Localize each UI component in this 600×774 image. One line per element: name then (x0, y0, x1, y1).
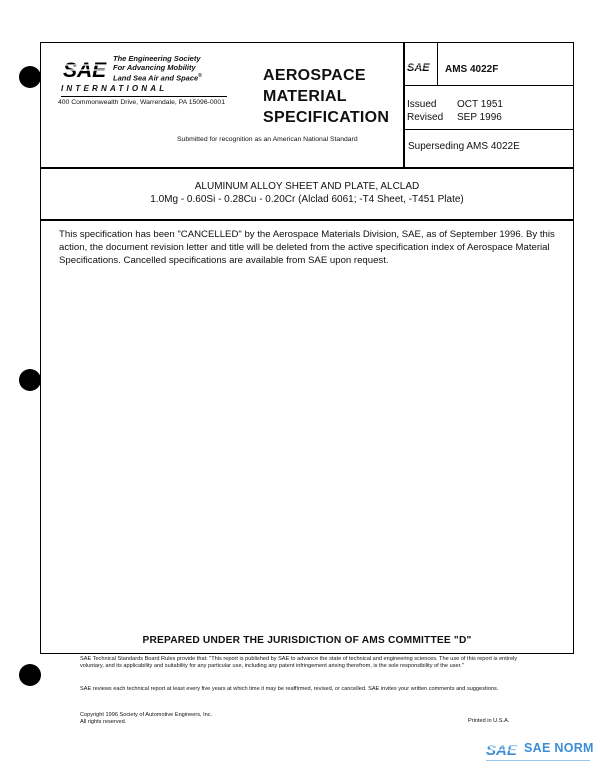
copyright: Copyright 1996 Society of Automotive Engineers, Inc. All rights reserved. (80, 712, 213, 725)
date-values: OCT 1951 SEP 1996 (457, 99, 503, 123)
cancellation-notice: This specification has been "CANCELLED" by the Aerospace Materials Division, SAE, as of September 1996. By this action, the document revision letter and title will be deleted from the active specification index of Aerospace Material Specifications. Cancelled specifications are available from SAE upon request. (59, 229, 555, 266)
document-title: ALUMINUM ALLOY SHEET AND PLATE, ALCLAD 1.0Mg - 0.60Si - 0.28Cu - 0.20Cr (Alclad 6061; -T4 Sheet, -T451 Plate) (150, 181, 464, 205)
divider (403, 129, 573, 130)
divider (41, 167, 573, 169)
watermark-text: SAE NORM (524, 741, 594, 755)
svg-text:SAE: SAE (486, 742, 517, 757)
svg-text:SAE: SAE (63, 59, 107, 81)
document-number: AMS 4022F (445, 64, 499, 75)
committee-note: PREPARED UNDER THE JURISDICTION OF AMS COMMITTEE "D" (142, 635, 472, 646)
society-motto: The Engineering Society For Advancing Mobility Land Sea Air and Space® (113, 54, 202, 83)
divider (41, 219, 573, 221)
sae-logo-small (407, 61, 433, 72)
printed-note: Printed in U.S.A. (468, 718, 510, 724)
superseding-note: Superseding AMS 4022E (408, 141, 520, 152)
punch-hole-top (19, 66, 41, 88)
punch-hole-bottom (19, 664, 41, 686)
address: 400 Commonwealth Drive, Warrendale, PA 15096-0001 (58, 99, 225, 106)
header-left (41, 43, 403, 167)
sae-logo (63, 57, 111, 81)
divider (61, 96, 227, 97)
svg-text:SAE: SAE (407, 62, 430, 72)
international-label: INTERNATIONAL (61, 84, 168, 93)
divider (437, 43, 438, 85)
divider (403, 85, 573, 86)
watermark-rule (486, 760, 590, 761)
submitted-note: Submitted for recognition as an American National Standard (177, 136, 358, 143)
divider (403, 43, 405, 167)
punch-hole-middle (19, 369, 41, 391)
board-rules-text: SAE Technical Standards Board Rules provide that: "This report is published by SAE to advance the state of technical and engineering sciences. The use of this report is entirely voluntary, and its applicability and suitability for any particular use, including any patent infringement arising therefrom, is the sole responsibility of the user." (80, 656, 518, 669)
date-labels: Issued Revised (407, 99, 444, 123)
specification-frame (40, 42, 574, 654)
sae-norm-logo (486, 740, 518, 757)
review-text: SAE reviews each technical report at least every five years at which time it may be reaffirmed, revised, or cancelled. SAE invites your written comments and suggestions. (80, 686, 499, 692)
page-title: AEROSPACE MATERIAL SPECIFICATION (263, 67, 390, 126)
